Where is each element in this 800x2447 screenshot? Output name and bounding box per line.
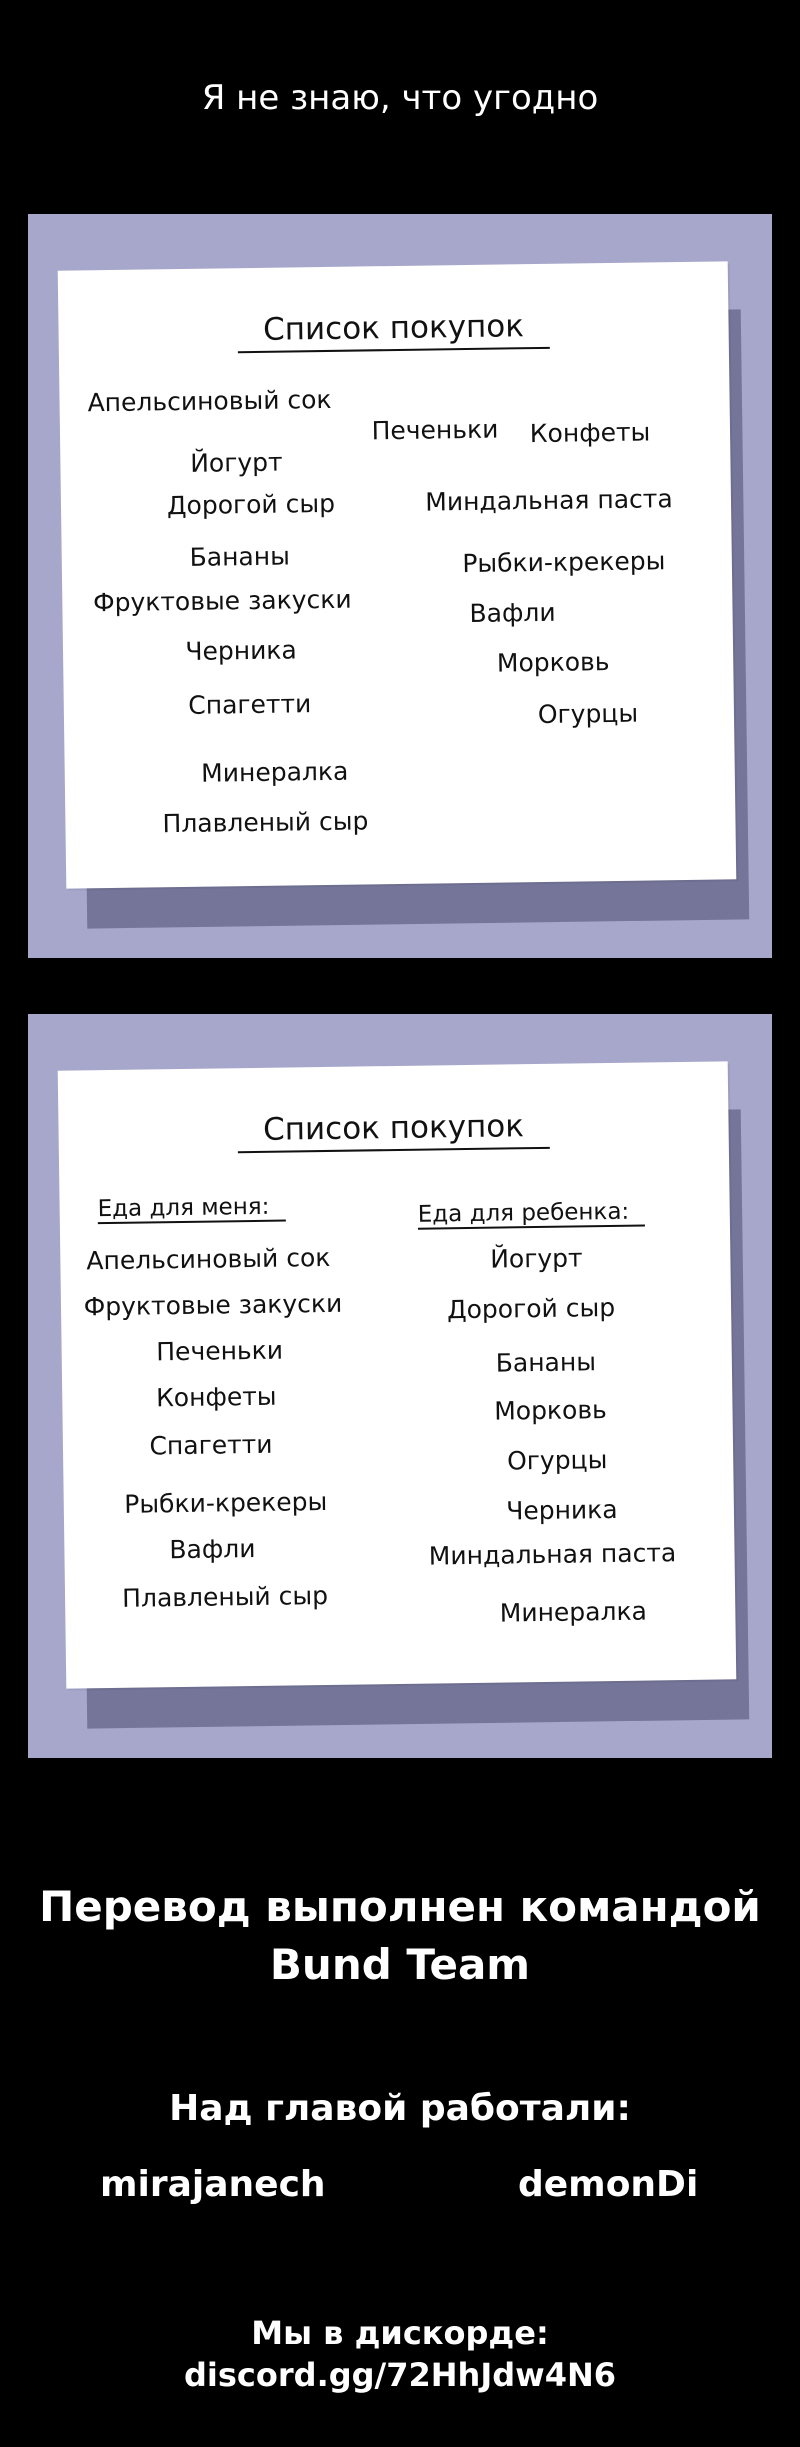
list-item: Печеньки <box>156 1335 284 1367</box>
list-item: Плавленый сыр <box>121 1580 329 1613</box>
list-item: Миндальная паста <box>428 1538 677 1571</box>
credit-title-line-2: Bund Team <box>269 1940 531 1989</box>
panel-shopping-list-1 <box>28 214 772 958</box>
list-item: Фруктовые закуски <box>92 584 352 618</box>
list-item: Минералка <box>499 1596 648 1628</box>
list-item: Конфеты <box>155 1381 277 1413</box>
list-item: Огурцы <box>537 698 639 730</box>
list-item: Спагетти <box>188 689 312 720</box>
panel-shopping-list-2 <box>28 1014 772 1758</box>
discord-link[interactable]: discord.gg/72HhJdw4N6 <box>184 2356 616 2394</box>
list-item: Рыбки-крекеры <box>462 546 666 579</box>
list-item: Плавленый сыр <box>162 806 369 839</box>
list-item: Апельсиновый сок <box>87 384 332 418</box>
list-item: Миндальная паста <box>425 484 673 517</box>
heading-food-for-child: Еда для ребенка: <box>418 1199 646 1228</box>
credit-name-demondi: demonDi <box>518 2164 699 2205</box>
list-item: Дорогой сыр <box>446 1292 616 1325</box>
list-item: Черника <box>506 1494 618 1526</box>
credit-name-mirajanech: mirajanech <box>100 2164 326 2205</box>
list-item: Дорогой сыр <box>166 488 336 521</box>
list-title: Список покупок <box>58 305 729 355</box>
list-item: Фруктовые закуски <box>83 1288 343 1322</box>
top-caption: Я не знаю, что угодно <box>201 78 599 118</box>
discord-label: Мы в дискорде: <box>251 2314 549 2352</box>
translation-credit-title <box>0 1878 800 1994</box>
list-item: Морковь <box>494 1395 608 1426</box>
list-item: Йогурт <box>190 447 283 478</box>
shopping-list-note-1 <box>58 261 737 888</box>
list-item: Конфеты <box>529 417 651 449</box>
list-title: Список покупок <box>58 1105 729 1155</box>
credit-title-line-1: Перевод выполнен командой <box>39 1882 761 1931</box>
list-item: Спагетти <box>149 1429 273 1461</box>
list-item: Морковь <box>496 647 610 678</box>
list-item: Минералка <box>200 756 349 788</box>
list-item: Бананы <box>189 541 291 572</box>
list-item: Вафли <box>469 597 556 628</box>
shopping-list-note-2 <box>58 1061 737 1688</box>
discord-invite <box>0 2312 800 2396</box>
list-item: Бананы <box>495 1347 597 1378</box>
list-item: Вафли <box>169 1533 256 1565</box>
heading-food-for-me: Еда для меня: <box>97 1194 285 1223</box>
worked-on-label: Над главой работали: <box>169 2088 631 2129</box>
list-item: Черника <box>185 635 297 666</box>
list-item: Печеньки <box>371 414 499 446</box>
list-item: Йогурт <box>490 1243 583 1274</box>
list-item: Апельсиновый сок <box>86 1242 331 1276</box>
list-item: Огурцы <box>506 1445 608 1476</box>
list-item: Рыбки-крекеры <box>124 1486 328 1519</box>
